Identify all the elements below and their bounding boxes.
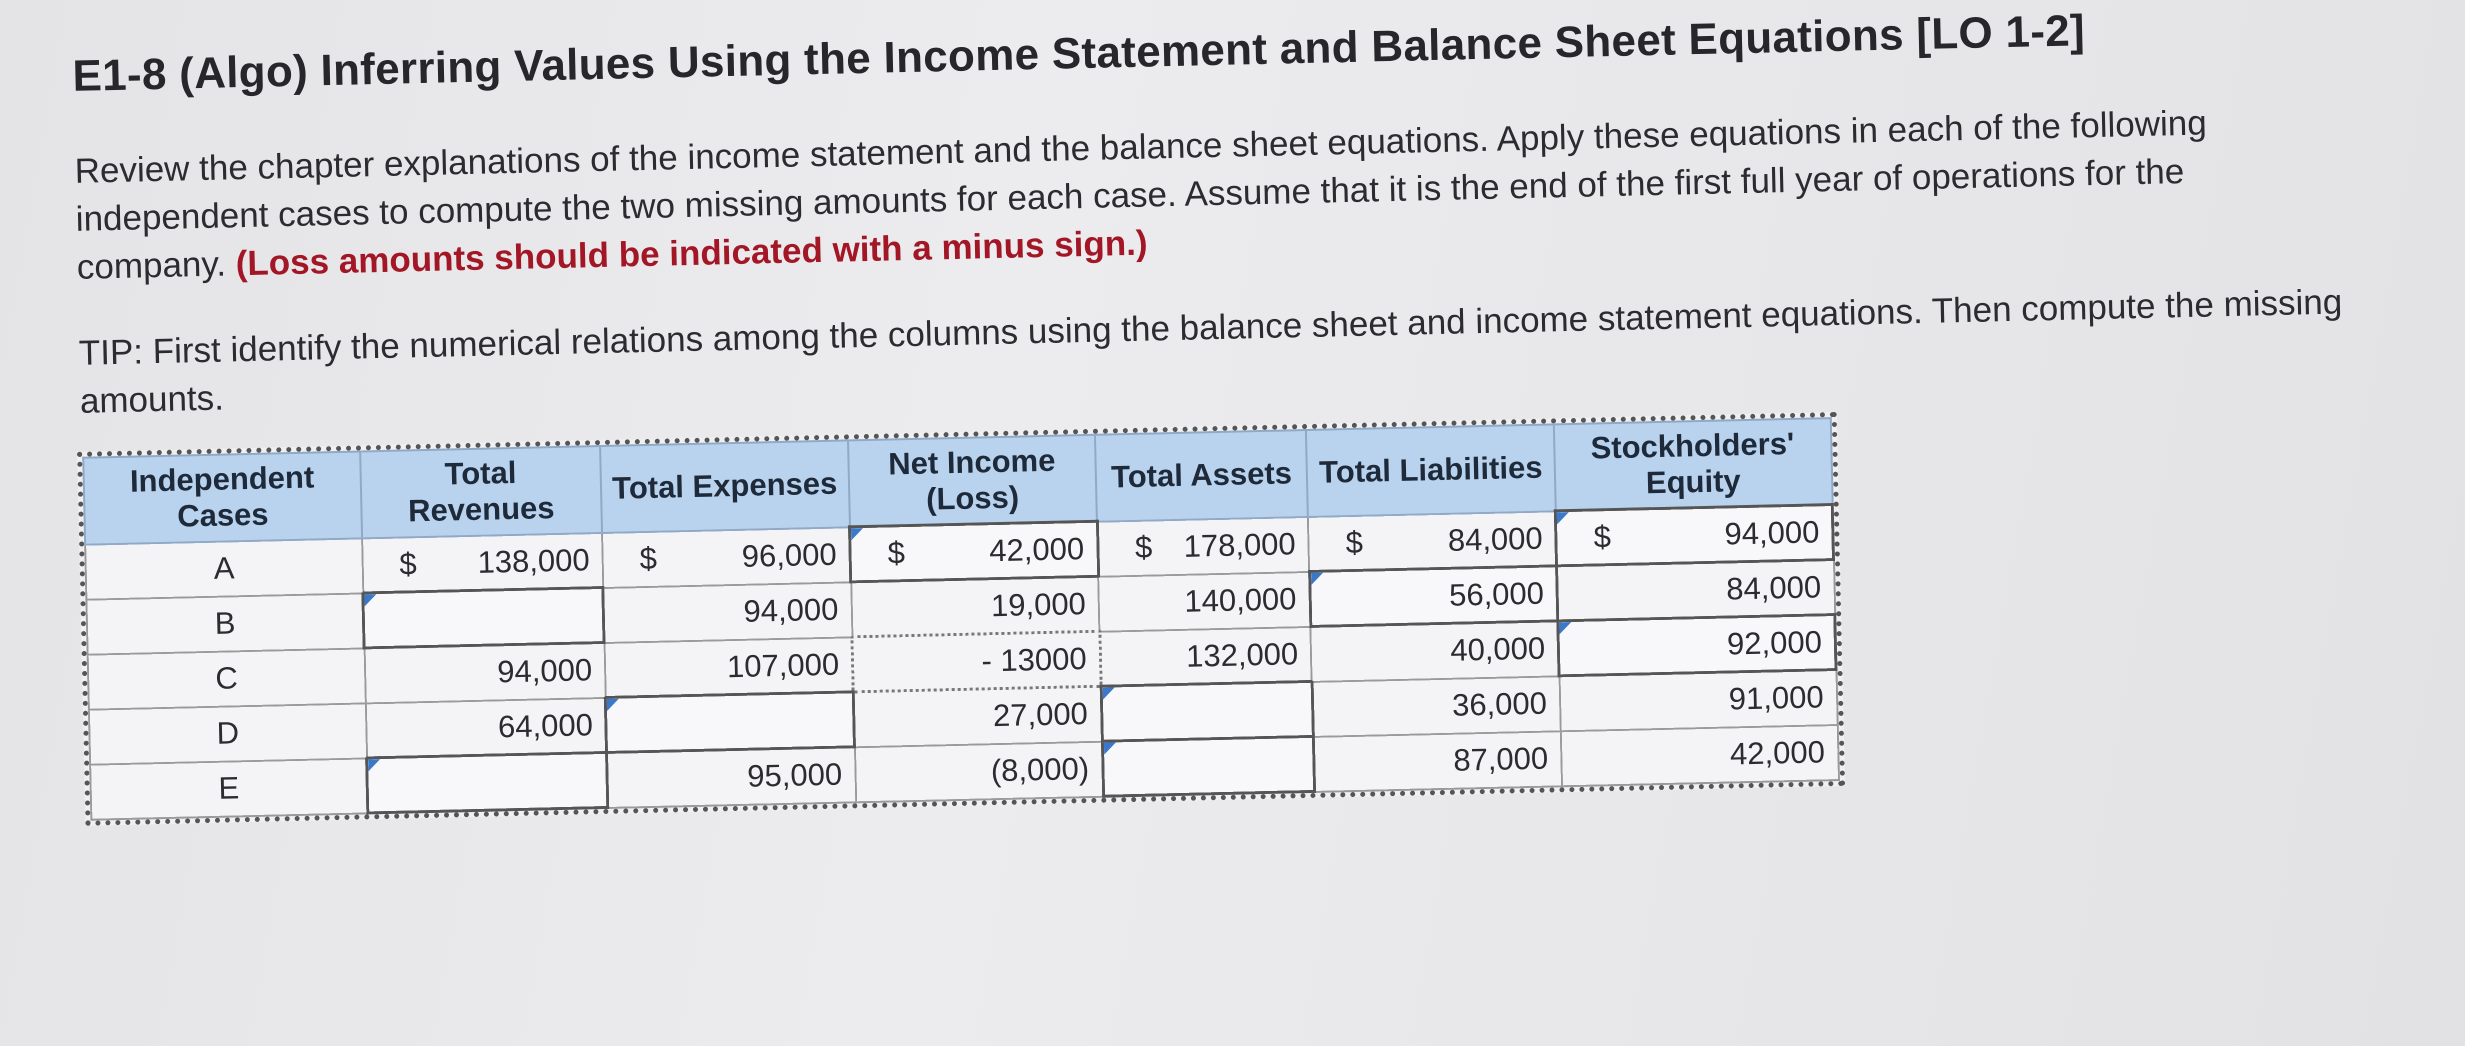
cell-expenses [602,527,851,588]
cell-value: 40,000 [1449,630,1546,669]
case-label: A [85,538,363,599]
tip-text: TIP: First identify the numerical relations among the columns using the balance sheet and income statement equations. Then compute the missing amounts. [78,282,2343,421]
cell-value: (8,000) [990,751,1090,789]
header-total-liabilities: Total Liabilities [1306,424,1555,516]
revenues-input[interactable] [367,752,608,812]
equity-input[interactable] [1556,505,1834,566]
cell-value: 27,000 [992,696,1089,734]
cell-value: 36,000 [1451,685,1548,723]
net-income-input[interactable] [852,631,1101,692]
liabilities-input[interactable] [1309,566,1558,627]
case-label: D [89,703,367,764]
header-independent-cases: Independent Cases [83,451,362,544]
cell-value: 178,000 [1183,526,1297,564]
exercise-content [68,0,2415,826]
expenses-input[interactable] [606,692,855,753]
cell-net-income [854,741,1103,802]
header-stockholders-equity: Stockholders' Equity [1554,418,1833,511]
cell-assets [1098,571,1310,631]
case-label: B [86,593,364,654]
cell-revenues [364,642,605,702]
cell-value: - 13000 [981,641,1087,679]
cell-expenses [603,582,852,643]
cell-equity [1559,670,1837,731]
currency-symbol: $ [1593,519,1612,555]
header-total-expenses: Total Expenses [600,440,849,532]
cell-revenues [362,533,603,593]
cell-value: 56,000 [1448,575,1545,613]
cell-value: 42,000 [988,531,1085,569]
cell-value: 87,000 [1452,740,1549,778]
cell-value: 19,000 [990,586,1087,624]
cell-value: 64,000 [497,707,594,745]
cell-value: 84,000 [1725,569,1822,607]
cell-liabilities [1312,676,1561,737]
cell-value: 42,000 [1729,734,1826,772]
cell-liabilities [1311,621,1560,682]
cell-value: 95,000 [746,756,843,795]
cell-liabilities [1313,731,1562,792]
answer-table [82,417,1840,821]
cell-value: 132,000 [1185,636,1299,674]
currency-symbol: $ [887,535,906,571]
cell-value: 94,000 [496,652,593,690]
equity-input[interactable] [1558,615,1836,676]
loss-note: (Loss amounts should be indicated with a minus sign.) [235,223,1148,284]
currency-symbol: $ [1134,529,1153,565]
cell-liabilities [1308,511,1557,572]
cell-value: 140,000 [1183,581,1297,619]
currency-symbol: $ [398,545,418,582]
cell-value: 92,000 [1726,624,1823,662]
cell-value: 96,000 [741,536,837,574]
header-total-assets: Total Assets [1095,430,1308,521]
cell-net-income [851,576,1100,637]
cell-revenues [366,697,607,757]
cell-assets [1097,516,1309,576]
assets-input[interactable] [1101,681,1313,741]
answer-table-container [77,412,1845,826]
assets-input[interactable] [1102,736,1314,796]
exercise-title: E1-8 (Algo) Inferring Values Using the Income Statement and Balance Sheet Equations [LO 1-2] [71,6,2086,101]
cell-expenses [604,637,853,698]
cell-equity [1557,560,1835,621]
cell-equity [1561,725,1839,786]
case-label: C [88,648,366,709]
instructions-text: Review the chapter explanations of the income statement and the balance sheet equations. Apply these equations in each of the following independent cases to compute the two missing amounts for each case. Assume that it is the end of the first full year of operations for the company. [74,103,2208,287]
cell-expenses [607,747,856,808]
case-label: E [90,758,368,819]
cell-assets [1099,626,1311,686]
cell-value: 94,000 [743,591,839,629]
cell-net-income [853,686,1102,747]
currency-symbol: $ [639,540,658,577]
revenues-input[interactable] [363,587,604,647]
instructions [74,97,2317,292]
header-total-revenues: Total Revenues [360,446,602,538]
header-net-income: Net Income (Loss) [848,435,1097,527]
currency-symbol: $ [1345,524,1364,560]
cell-value: 84,000 [1447,520,1544,558]
cell-value: 138,000 [477,542,590,580]
cell-value: 107,000 [726,646,840,684]
cell-value: 94,000 [1724,514,1820,552]
cell-value: 91,000 [1728,679,1824,717]
net-income-input[interactable] [849,521,1098,582]
